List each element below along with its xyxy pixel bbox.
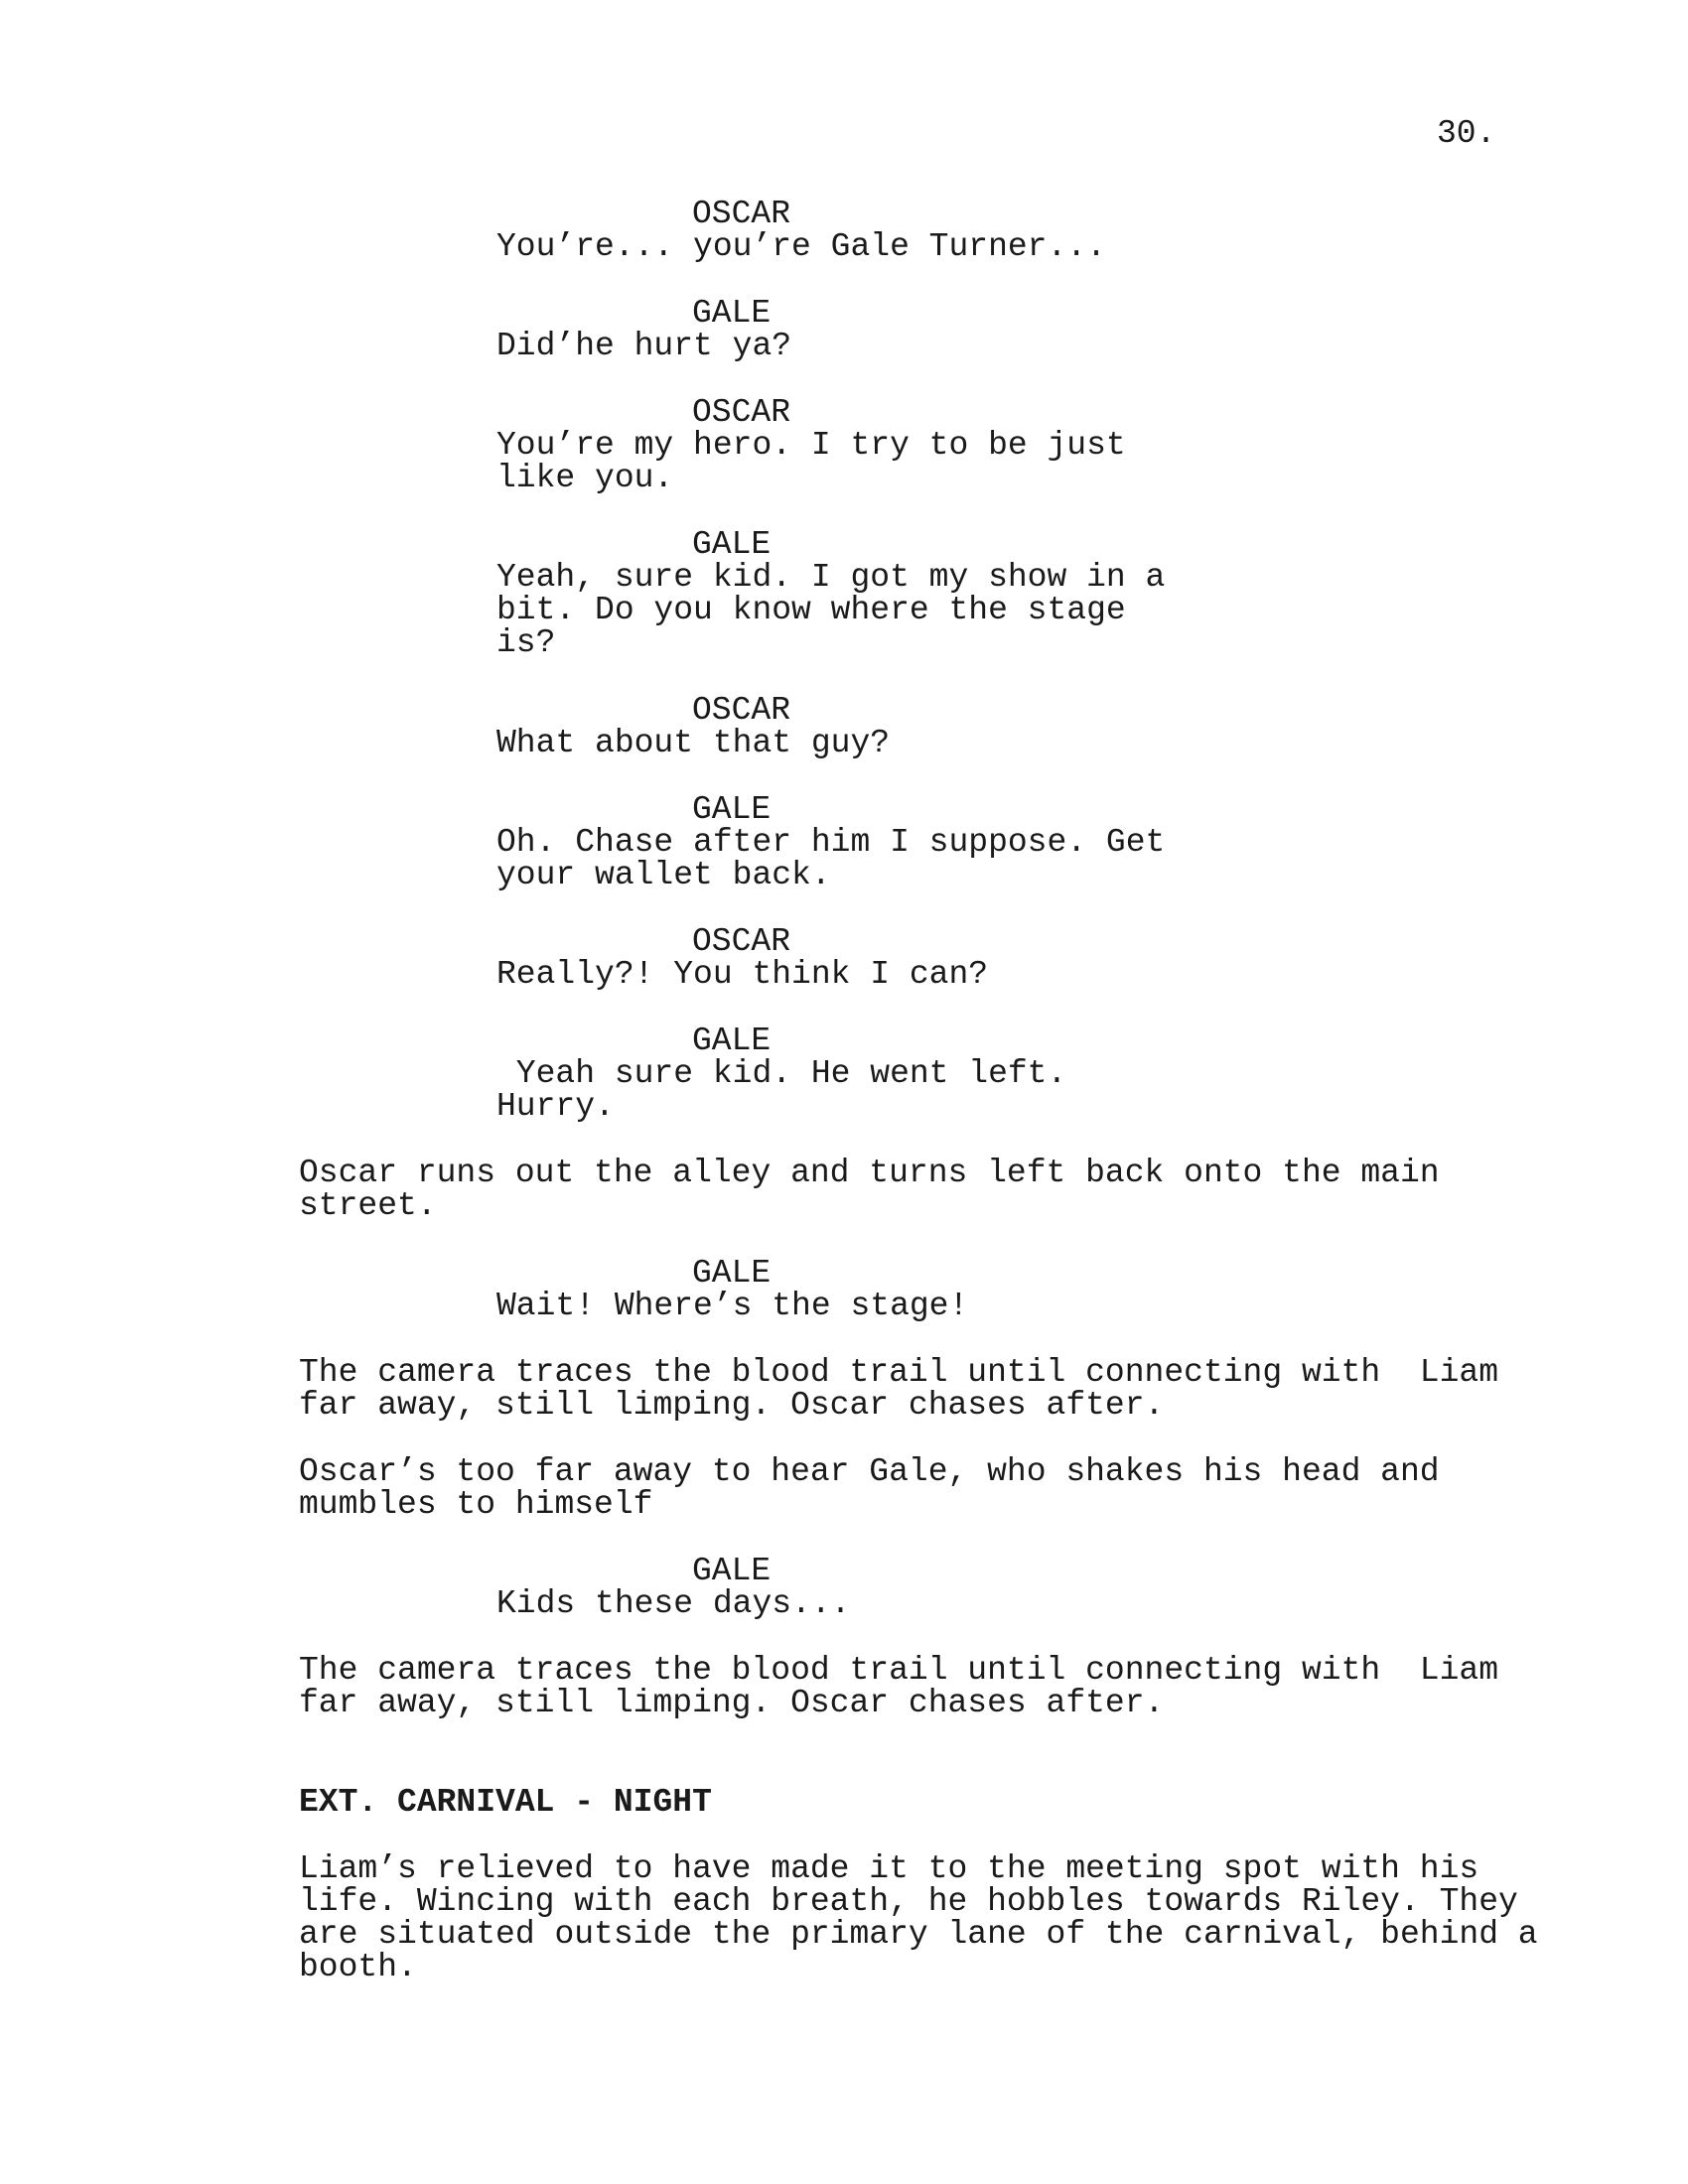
page-number: 30. [1437, 115, 1496, 152]
character-name: OSCAR [692, 394, 791, 431]
dialogue: Yeah, sure kid. I got my show in a bit. Do you know where the stage is? [496, 559, 1166, 661]
dialogue: You’re my hero. I try to be just like you. [496, 427, 1126, 496]
character-name: GALE [692, 295, 772, 332]
dialogue: You’re... you’re Gale Turner... [496, 228, 1106, 265]
dialogue: Did’he hurt ya? [496, 328, 792, 364]
action-line: Oscar runs out the alley and turns left back onto the main street. [299, 1155, 1440, 1224]
character-name: GALE [692, 1553, 772, 1589]
character-name: GALE [692, 1255, 772, 1292]
character-name: GALE [692, 526, 772, 563]
character-name: OSCAR [692, 923, 791, 960]
action-line: Liam’s relieved to have made it to the meeting spot with his life. Wincing with each breath, he hobbles towards Riley. They are situated outside the primary lane of the carnival, behind a booth. [299, 1850, 1538, 1985]
action-line: The camera traces the blood trail until connecting with Liam far away, still limping. Oscar chases after. [299, 1354, 1498, 1424]
dialogue: Yeah sure kid. He went left. Hurry. [496, 1055, 1067, 1125]
character-name: GALE [692, 1023, 772, 1059]
action-line: The camera traces the blood trail until connecting with Liam far away, still limping. Oscar chases after. [299, 1652, 1498, 1721]
dialogue: Oh. Chase after him I suppose. Get your wallet back. [496, 824, 1166, 893]
character-name: OSCAR [692, 692, 791, 729]
character-name: OSCAR [692, 196, 791, 232]
dialogue: Really?! You think I can? [496, 956, 989, 993]
character-name: GALE [692, 791, 772, 828]
dialogue: What about that guy? [496, 725, 891, 761]
scene-heading: EXT. CARNIVAL - NIGHT [299, 1784, 712, 1821]
dialogue: Kids these days... [496, 1585, 851, 1622]
action-line: Oscar’s too far away to hear Gale, who shakes his head and mumbles to himself [299, 1453, 1440, 1523]
dialogue: Wait! Where’s the stage! [496, 1288, 969, 1324]
